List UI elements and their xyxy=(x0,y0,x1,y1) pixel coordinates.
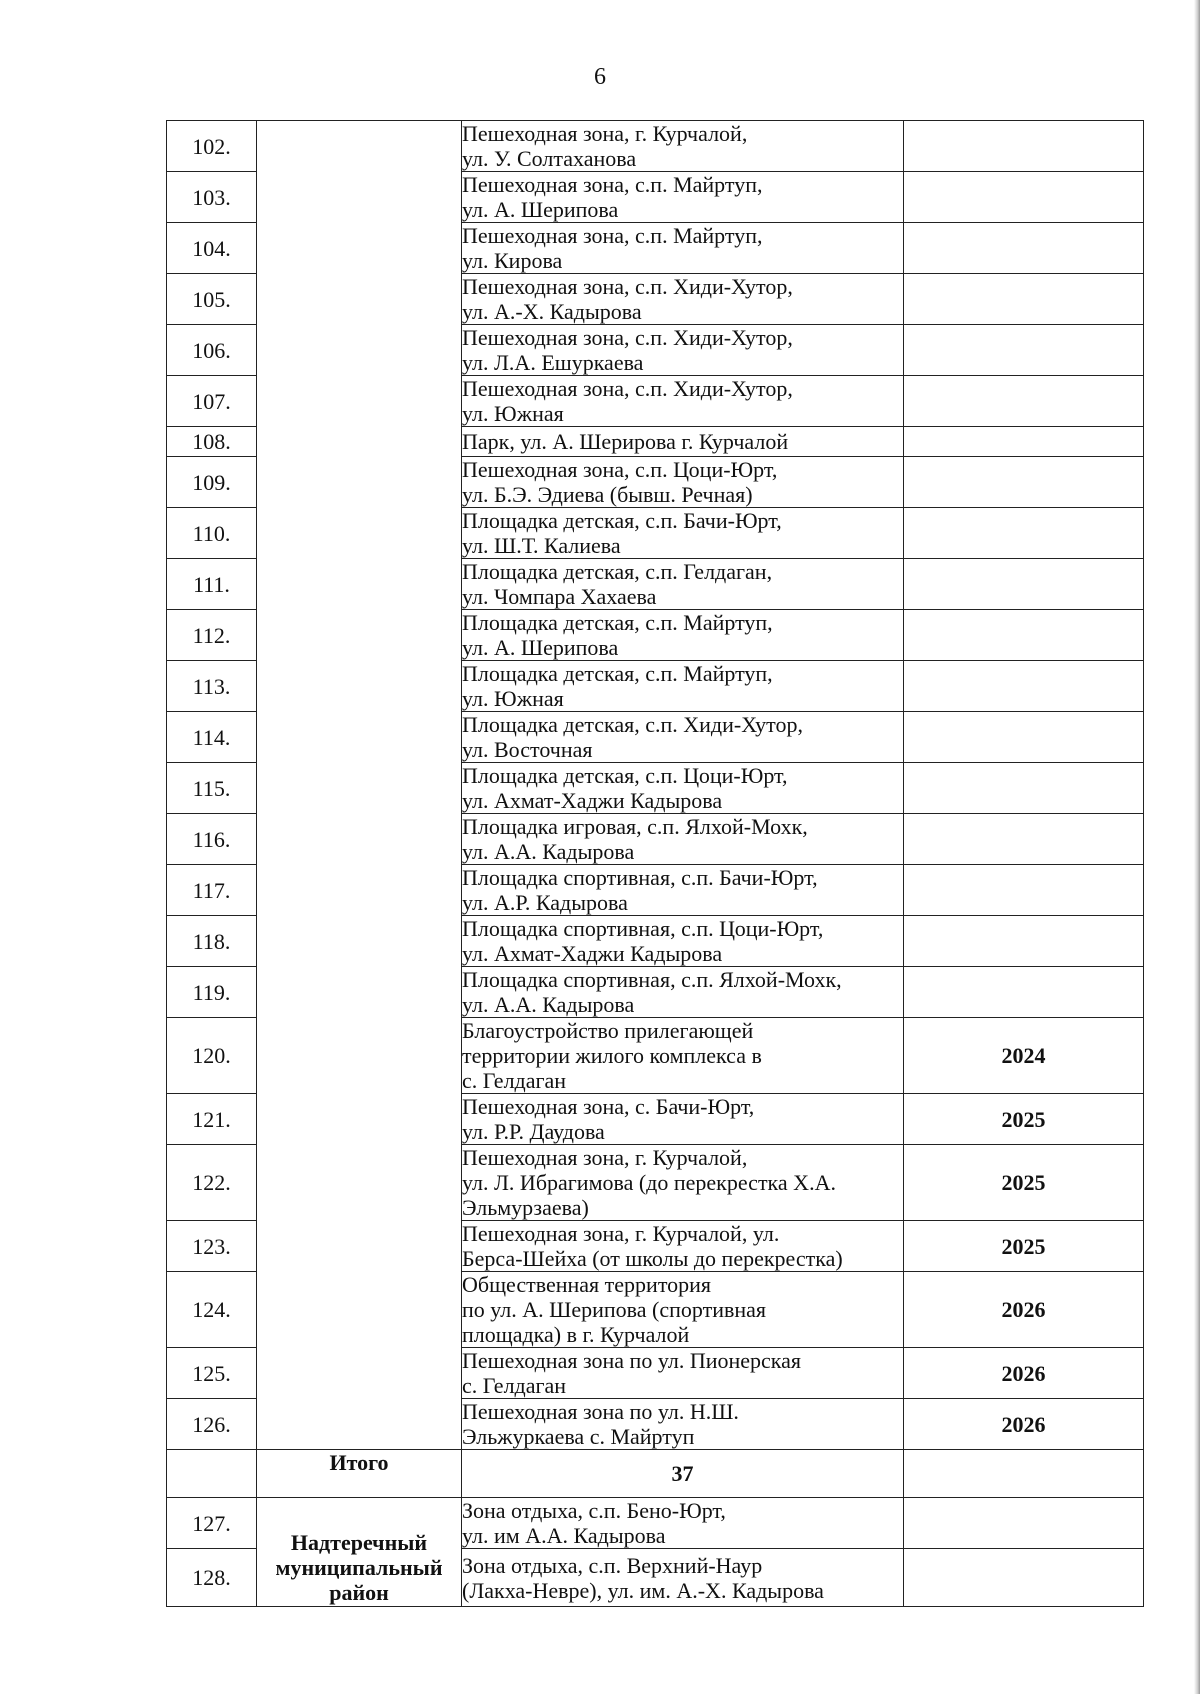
row-number: 120. xyxy=(167,1018,257,1094)
object-description xyxy=(462,1094,904,1145)
objects-table xyxy=(166,120,1144,1607)
description-line: ул. Л. Ибрагимова (до перекрестка Х.А. xyxy=(462,1170,836,1195)
object-description xyxy=(462,712,904,763)
row-number: 117. xyxy=(167,865,257,916)
description-line: Площадка детская, с.п. Бачи-Юрт, xyxy=(462,508,782,533)
description-line: ул. У. Солтаханова xyxy=(462,146,637,171)
description-line: Берса-Шейха (от школы до перекрестка) xyxy=(462,1246,843,1271)
row-number: 124. xyxy=(167,1272,257,1348)
description-line: Пешеходная зона, г. Курчалой, xyxy=(462,121,748,146)
object-description xyxy=(462,763,904,814)
description-line: ул. Б.Э. Эдиева (бывш. Речная) xyxy=(462,482,753,507)
row-year: 2025 xyxy=(904,1094,1144,1145)
row-year: 2026 xyxy=(904,1399,1144,1450)
row-year xyxy=(904,712,1144,763)
description-line: Эльмурзаева) xyxy=(462,1195,589,1220)
object-description xyxy=(462,121,904,172)
row-number: 119. xyxy=(167,967,257,1018)
description-line: с. Гелдаган xyxy=(462,1068,567,1093)
description-line: Пешеходная зона, с.п. Цоци-Юрт, xyxy=(462,457,778,482)
object-description xyxy=(462,457,904,508)
description-line: Эльжуркаева с. Майртуп xyxy=(462,1424,695,1449)
row-year: 2026 xyxy=(904,1348,1144,1399)
object-description xyxy=(462,1348,904,1399)
total-year-empty xyxy=(904,1450,1144,1498)
description-line: Пешеходная зона, с.п. Хиди-Хутор, xyxy=(462,325,793,350)
row-number: 112. xyxy=(167,610,257,661)
object-description xyxy=(462,274,904,325)
description-line: Пешеходная зона, с.п. Хиди-Хутор, xyxy=(462,274,793,299)
row-number: 104. xyxy=(167,223,257,274)
row-year xyxy=(904,457,1144,508)
description-line: ул. Ш.Т. Калиева xyxy=(462,533,621,558)
description-line: ул. Восточная xyxy=(462,737,593,762)
object-description xyxy=(462,172,904,223)
description-line: ул. А. Шерипова xyxy=(462,635,619,660)
object-description xyxy=(462,325,904,376)
object-description xyxy=(462,1145,904,1221)
description-line: Парк, ул. А. Шерирова г. Курчалой xyxy=(462,429,789,454)
object-description xyxy=(462,916,904,967)
description-line: Пешеходная зона, с.п. Майртуп, xyxy=(462,172,763,197)
object-description xyxy=(462,508,904,559)
row-year xyxy=(904,559,1144,610)
description-line: Площадка спортивная, с.п. Ялхой-Мохк, xyxy=(462,967,842,992)
row-year xyxy=(904,661,1144,712)
description-line: (Лакха-Невре), ул. им. А.-Х. Кадырова xyxy=(462,1577,824,1603)
row-year xyxy=(904,223,1144,274)
description-line: ул. А. Шерипова xyxy=(462,197,619,222)
object-description xyxy=(462,814,904,865)
row-year xyxy=(904,916,1144,967)
description-line: по ул. А. Шерипова (спортивная xyxy=(462,1297,767,1322)
description-line: ул. Ахмат-Хаджи Кадырова xyxy=(462,941,723,966)
row-year xyxy=(904,967,1144,1018)
row-number: 114. xyxy=(167,712,257,763)
object-description xyxy=(462,1018,904,1094)
row-number: 113. xyxy=(167,661,257,712)
row-year: 2026 xyxy=(904,1272,1144,1348)
description-line: территории жилого комплекса в xyxy=(462,1043,762,1068)
row-number: 121. xyxy=(167,1094,257,1145)
description-line: Зона отдыха, с.п. Верхний-Наур xyxy=(462,1552,763,1578)
row-number: 122. xyxy=(167,1145,257,1221)
description-line: ул. Л.А. Ешуркаева xyxy=(462,350,644,375)
description-line: ул. А.А. Кадырова xyxy=(462,839,635,864)
description-line: ул. Кирова xyxy=(462,248,563,273)
row-number: 103. xyxy=(167,172,257,223)
row-year xyxy=(904,172,1144,223)
row-number: 102. xyxy=(167,121,257,172)
description-line: ул. Ахмат-Хаджи Кадырова xyxy=(462,788,723,813)
scan-edge xyxy=(1194,0,1200,1694)
object-description xyxy=(462,376,904,427)
description-line: Общественная территория xyxy=(462,1272,712,1297)
row-number: 123. xyxy=(167,1221,257,1272)
district-name: Надтеречный муниципальный район xyxy=(257,1498,462,1607)
description-line: Площадка спортивная, с.п. Цоци-Юрт, xyxy=(462,916,824,941)
description-line: Площадка детская, с.п. Майртуп, xyxy=(462,610,773,635)
row-number: 110. xyxy=(167,508,257,559)
row-number: 107. xyxy=(167,376,257,427)
row-year xyxy=(904,508,1144,559)
description-line: Площадка спортивная, с.п. Бачи-Юрт, xyxy=(462,865,818,890)
description-line: ул. Южная xyxy=(462,686,564,711)
description-line: Зона отдыха, с.п. Бено-Юрт, xyxy=(462,1498,726,1523)
object-description xyxy=(462,1549,904,1607)
description-line: Площадка детская, с.п. Майртуп, xyxy=(462,661,773,686)
description-line: Пешеходная зона, г. Курчалой, ул. xyxy=(462,1221,780,1246)
row-number: 115. xyxy=(167,763,257,814)
row-year xyxy=(904,121,1144,172)
row-year xyxy=(904,814,1144,865)
row-number: 106. xyxy=(167,325,257,376)
description-line: ул. А.-Х. Кадырова xyxy=(462,299,642,324)
description-line: Благоустройство прилегающей xyxy=(462,1018,754,1043)
description-line: Пешеходная зона по ул. Пионерская xyxy=(462,1348,802,1373)
object-description xyxy=(462,865,904,916)
row-number: 111. xyxy=(167,559,257,610)
object-description xyxy=(462,661,904,712)
total-number-empty xyxy=(167,1450,257,1498)
object-description xyxy=(462,559,904,610)
description-line: Площадка игровая, с.п. Ялхой-Мохк, xyxy=(462,814,808,839)
description-line: ул. Р.Р. Даудова xyxy=(462,1119,605,1144)
table-row xyxy=(167,121,1144,172)
row-number: 105. xyxy=(167,274,257,325)
row-number: 127. xyxy=(167,1498,257,1549)
description-line: Пешеходная зона, г. Курчалой, xyxy=(462,1145,748,1170)
row-number: 118. xyxy=(167,916,257,967)
total-row xyxy=(167,1450,1144,1498)
row-year xyxy=(904,427,1144,457)
object-description xyxy=(462,1498,904,1549)
description-line: Пешеходная зона, с.п. Хиди-Хутор, xyxy=(462,376,793,401)
row-number: 108. xyxy=(167,427,257,457)
object-description xyxy=(462,967,904,1018)
row-number: 126. xyxy=(167,1399,257,1450)
row-year xyxy=(904,610,1144,661)
description-line: площадка) в г. Курчалой xyxy=(462,1322,690,1347)
row-year: 2024 xyxy=(904,1018,1144,1094)
row-number: 128. xyxy=(167,1549,257,1607)
object-description xyxy=(462,1272,904,1348)
description-line: ул. Чомпара Хахаева xyxy=(462,584,657,609)
object-description xyxy=(462,610,904,661)
description-line: ул. им А.А. Кадырова xyxy=(462,1523,666,1548)
object-description xyxy=(462,1399,904,1450)
row-year xyxy=(904,1549,1144,1607)
row-year xyxy=(904,325,1144,376)
object-description xyxy=(462,1221,904,1272)
row-year xyxy=(904,865,1144,916)
description-line: ул. А.Р. Кадырова xyxy=(462,890,628,915)
object-description xyxy=(462,427,904,457)
row-year xyxy=(904,376,1144,427)
description-line: Пешеходная зона, с.п. Майртуп, xyxy=(462,223,763,248)
row-year xyxy=(904,1498,1144,1549)
total-value: 37 xyxy=(462,1450,904,1498)
description-line: ул. Южная xyxy=(462,401,564,426)
description-line: с. Гелдаган xyxy=(462,1373,567,1398)
description-line: ул. А.А. Кадырова xyxy=(462,992,635,1017)
row-year: 2025 xyxy=(904,1145,1144,1221)
row-number: 125. xyxy=(167,1348,257,1399)
row-number: 109. xyxy=(167,457,257,508)
description-line: Площадка детская, с.п. Гелдаган, xyxy=(462,559,773,584)
description-line: Пешеходная зона, с. Бачи-Юрт, xyxy=(462,1094,755,1119)
row-number: 116. xyxy=(167,814,257,865)
table-row xyxy=(167,1498,1144,1549)
page-number: 6 xyxy=(594,64,606,90)
description-line: Площадка детская, с.п. Цоци-Юрт, xyxy=(462,763,788,788)
object-description xyxy=(462,223,904,274)
district-cell-empty xyxy=(257,121,462,1450)
description-line: Площадка детская, с.п. Хиди-Хутор, xyxy=(462,712,803,737)
description-line: Пешеходная зона по ул. Н.Ш. xyxy=(462,1399,739,1424)
row-year xyxy=(904,763,1144,814)
row-year: 2025 xyxy=(904,1221,1144,1272)
total-label: Итого xyxy=(257,1450,462,1498)
row-year xyxy=(904,274,1144,325)
